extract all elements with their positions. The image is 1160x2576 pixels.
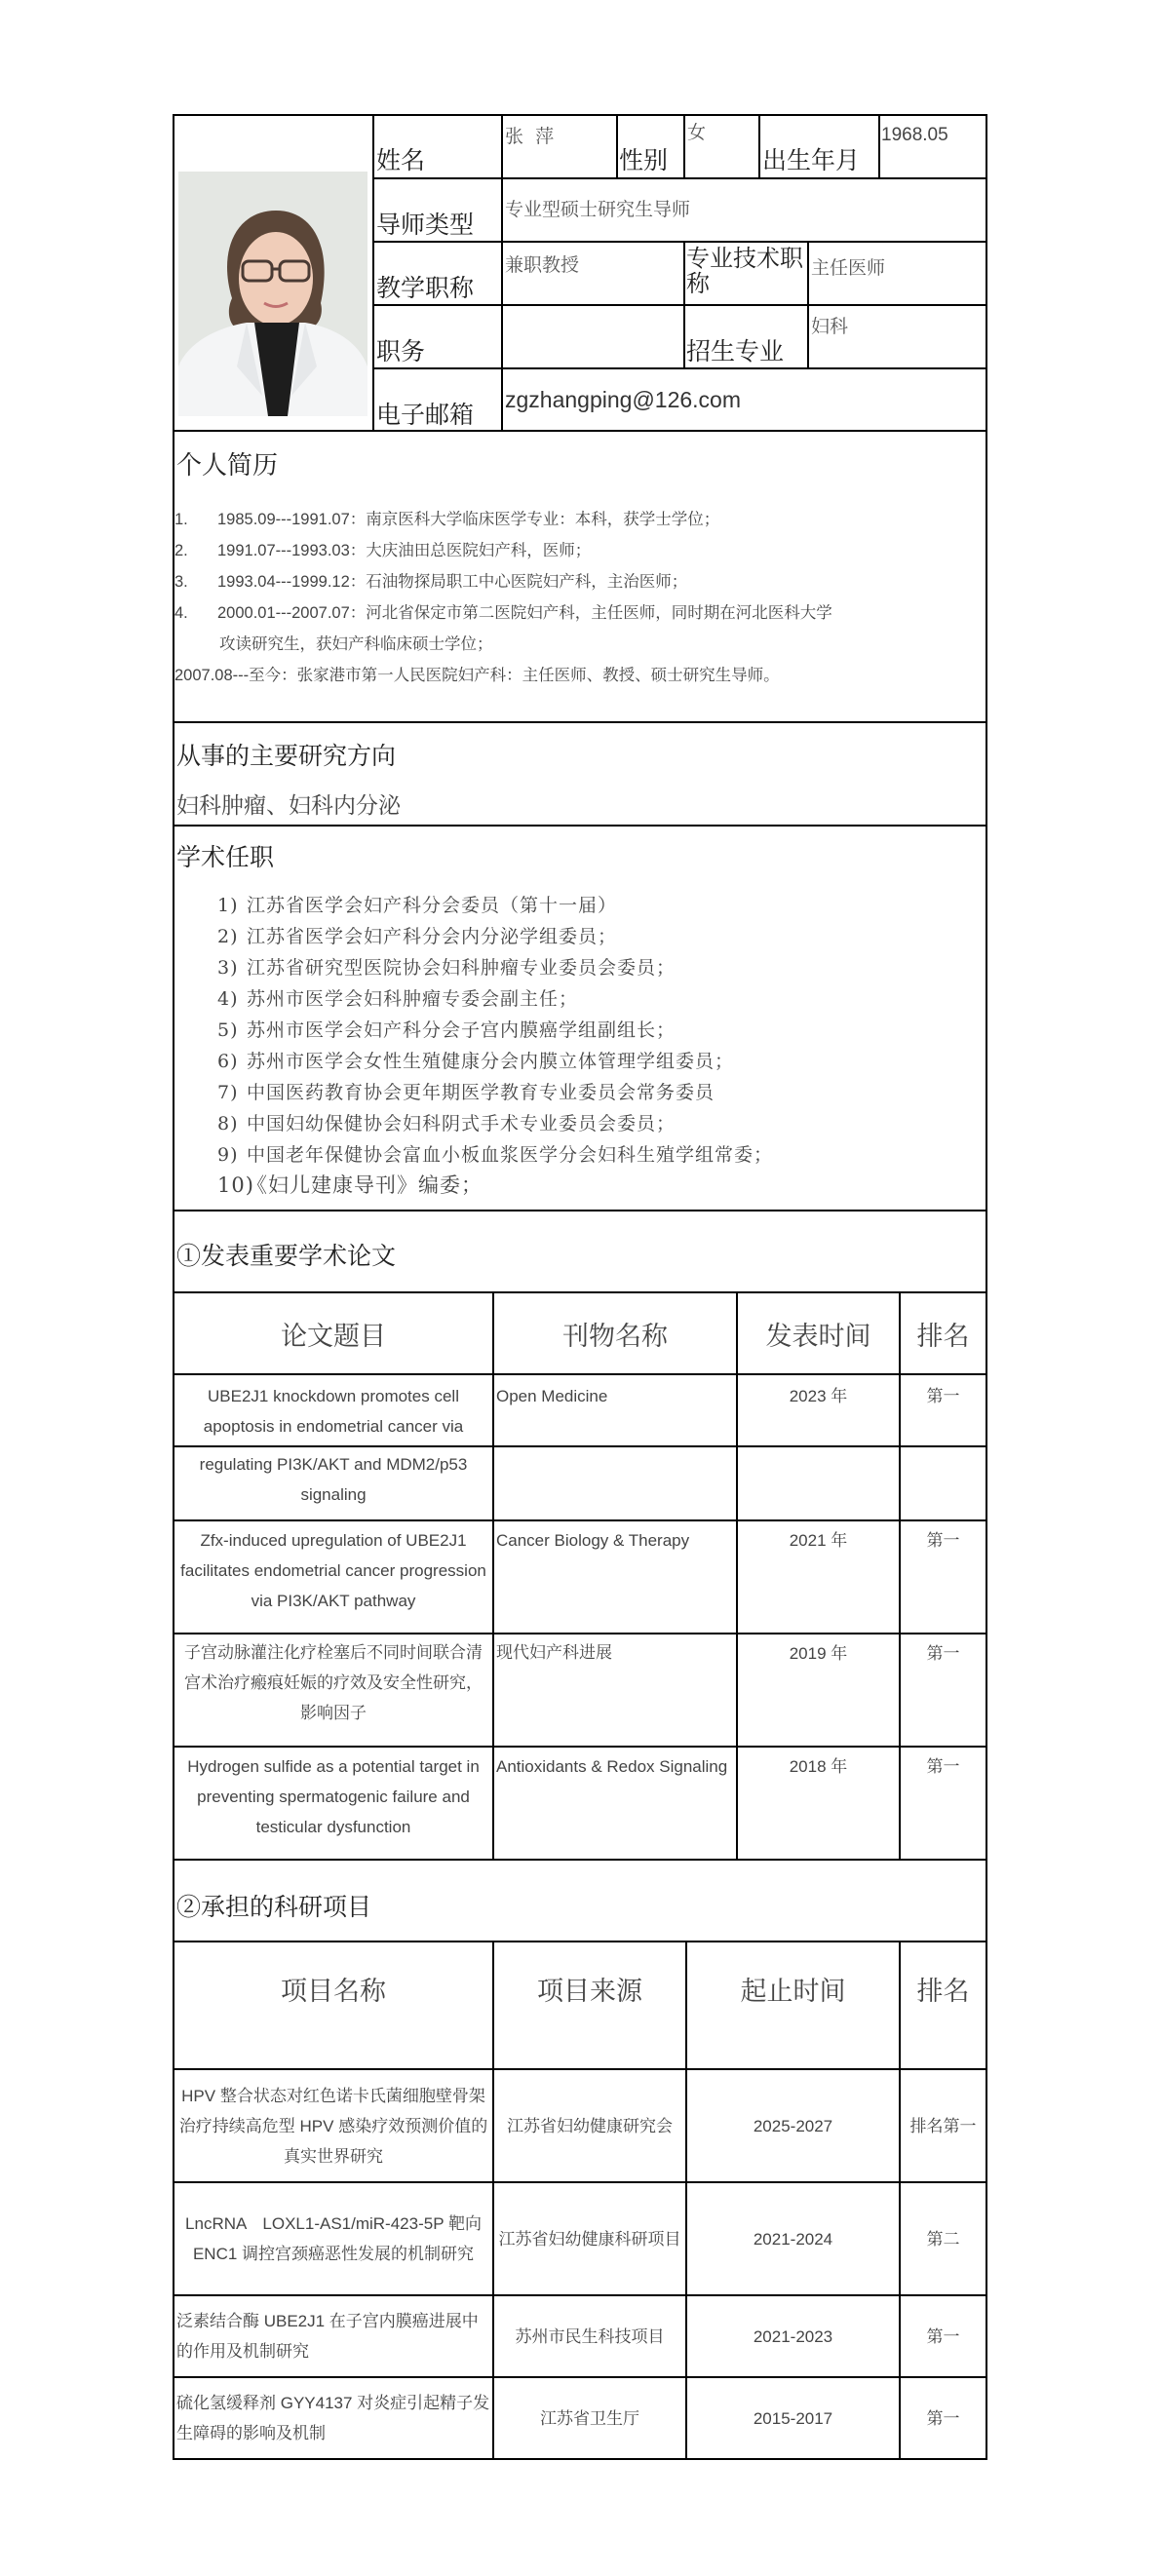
- papers-header-title: 论文题目: [173, 1291, 494, 1375]
- paper-year: 2021 年: [736, 1519, 901, 1634]
- project-name: 泛素结合酶 UBE2J1 在子宫内膜癌进展中的作用及机制研究: [173, 2294, 494, 2378]
- tech-title-value: 主任医师: [811, 257, 886, 279]
- paper-rank: 第一: [899, 1373, 987, 1448]
- paper-title: UBE2J1 knockdown promotes cell apoptosis in endometrial cancer via: [173, 1373, 494, 1448]
- paper-journal: Cancer Biology & Therapy: [492, 1519, 738, 1634]
- projects-heading-cell: [173, 1859, 987, 1942]
- position-value-cell: [501, 304, 685, 369]
- paper-title: 子宫动脉灌注化疗栓塞后不同时间联合清宫术治疗瘢痕妊娠的疗效及安全性研究，影响因子: [173, 1633, 494, 1748]
- paper-year: 2019 年: [736, 1633, 901, 1748]
- tech-title-value-cell: [807, 241, 987, 306]
- project-period: 2015-2017: [685, 2376, 901, 2460]
- projects-header-period: 起止时间: [685, 1941, 901, 2070]
- name-label-cell: [372, 114, 503, 179]
- resume-item-current: 2007.08---至今：张家港市第一人民医院妇产科：主任医师、教授、硕士研究生导师。: [174, 667, 780, 684]
- project-name: 硫化氢缓释剂 GYY4137 对炎症引起精子发生障碍的影响及机制: [173, 2376, 494, 2460]
- projects-title: ②承担的科研项目: [176, 1893, 372, 1921]
- gender-label-cell: [616, 114, 685, 179]
- birth-value: 1968.05: [881, 125, 948, 145]
- academic-item: 6) 苏州市医学会女性生殖健康分会内膜立体管理学组委员；: [217, 1051, 735, 1072]
- paper-title: Zfx-induced upregulation of UBE2J1 facilitates endometrial cancer progression via PI3K/AKT pathway: [173, 1519, 494, 1634]
- portrait-image: [178, 172, 367, 416]
- enroll-major-label: 招生专业: [686, 337, 785, 365]
- academic-item: 4) 苏州市医学会妇科肿瘤专委会副主任；: [217, 988, 579, 1010]
- paper-year: 2018 年: [736, 1746, 901, 1861]
- academic-section: [173, 825, 987, 1211]
- project-rank: 第一: [899, 2294, 987, 2378]
- paper-title: Hydrogen sulfide as a potential target in preventing spermatogenic failure and testicular dysfunction: [173, 1746, 494, 1861]
- academic-item: 10)《妇儿建康导刊》编委；: [217, 1173, 483, 1197]
- enroll-major-label-cell: [683, 304, 809, 369]
- teaching-title-value-cell: [501, 241, 685, 306]
- projects-header-source: 项目来源: [492, 1941, 687, 2070]
- gender-value-cell: [683, 114, 760, 179]
- paper-title: regulating PI3K/AKT and MDM2/p53 signaling: [173, 1445, 494, 1521]
- birth-value-cell: [878, 114, 987, 179]
- email-label-cell: [372, 367, 503, 432]
- academic-title: 学术任职: [176, 843, 275, 871]
- project-source: 江苏省妇幼健康科研项目: [492, 2181, 687, 2296]
- tutor-type-value-cell: [501, 177, 987, 243]
- research-value: 妇科肿瘤、妇科内分泌: [176, 793, 401, 819]
- teaching-title-label: 教学职称: [376, 274, 475, 302]
- teacher-photo: [178, 172, 367, 416]
- teaching-title-value: 兼职教授: [505, 254, 580, 276]
- resume-title: 个人简历: [176, 451, 279, 481]
- resume-section: [173, 430, 987, 723]
- project-source: 江苏省卫生厅: [492, 2376, 687, 2460]
- academic-item: 5) 苏州市医学会妇产科分会子宫内膜癌学组副组长；: [217, 1019, 677, 1041]
- academic-item: 3) 江苏省研究型医院协会妇科肿瘤专业委员会委员；: [217, 957, 677, 979]
- project-period: 2025-2027: [685, 2068, 901, 2183]
- paper-rank: 第一: [899, 1633, 987, 1748]
- paper-journal: 现代妇产科进展: [492, 1633, 738, 1748]
- name-label: 姓名: [376, 146, 426, 174]
- project-name: HPV 整合状态对红色诺卡氏菌细胞壁骨架治疗持续高危型 HPV 感染疗效预测价值的真实世界研究: [173, 2068, 494, 2183]
- email-value-cell: [501, 367, 987, 432]
- tutor-type-value: 专业型硕士研究生导师: [505, 199, 691, 220]
- email-label: 电子邮箱: [376, 401, 475, 429]
- academic-item: 8) 中国妇幼保健协会妇科阴式手术专业委员会委员；: [217, 1113, 677, 1134]
- papers-title: ①发表重要学术论文: [176, 1242, 397, 1270]
- teaching-title-label-cell: [372, 241, 503, 306]
- gender-value: 女: [687, 122, 707, 143]
- birth-label-cell: [758, 114, 880, 179]
- project-rank: 第一: [899, 2376, 987, 2460]
- project-period: 2021-2023: [685, 2294, 901, 2378]
- paper-journal: [492, 1445, 738, 1521]
- project-rank: 排名第一: [899, 2068, 987, 2183]
- name-value-cell: [501, 114, 618, 179]
- papers-heading-cell: [173, 1210, 987, 1293]
- paper-year: [736, 1445, 901, 1521]
- academic-item: 9) 中国老年保健协会富血小板血浆医学分会妇科生殖学组常委；: [217, 1144, 774, 1166]
- tech-title-label: 专业技术职称: [686, 245, 803, 297]
- resume-item: 1. 1985.09---1991.07：南京医科大学临床医学专业：本科，获学士学位；: [174, 511, 720, 528]
- academic-item: 2) 江苏省医学会妇产科分会内分泌学组委员；: [217, 926, 618, 947]
- paper-rank: 第一: [899, 1746, 987, 1861]
- research-title: 从事的主要研究方向: [176, 742, 397, 770]
- project-source: 江苏省妇幼健康研究会: [492, 2068, 687, 2183]
- projects-header-rank: 排名: [899, 1941, 987, 2070]
- project-source: 苏州市民生科技项目: [492, 2294, 687, 2378]
- papers-header-journal: 刊物名称: [492, 1291, 738, 1375]
- enroll-major-value-cell: [807, 304, 987, 369]
- papers-header-year: 发表时间: [736, 1291, 901, 1375]
- project-rank: 第二: [899, 2181, 987, 2296]
- birth-label: 出生年月: [762, 146, 861, 174]
- tutor-type-label-cell: [372, 177, 503, 243]
- resume-item: 3. 1993.04---1999.12：石油物探局职工中心医院妇产科，主治医师；: [174, 573, 688, 591]
- paper-journal: Antioxidants & Redox Signaling: [492, 1746, 738, 1861]
- papers-header-rank: 排名: [899, 1291, 987, 1375]
- project-name: LncRNA LOXL1-AS1/miR-423-5P 靶向 ENC1 调控宫颈癌恶性发展的机制研究: [173, 2181, 494, 2296]
- tech-title-label-cell: [683, 241, 809, 306]
- position-label: 职务: [376, 337, 426, 365]
- paper-rank: [899, 1445, 987, 1521]
- name-value: 张 萍: [505, 126, 555, 147]
- gender-label: 性别: [619, 146, 669, 174]
- project-period: 2021-2024: [685, 2181, 901, 2296]
- paper-rank: 第一: [899, 1519, 987, 1634]
- tutor-type-label: 导师类型: [376, 211, 475, 239]
- resume-item: 2. 1991.07---1993.03：大庆油田总医院妇产科，医师；: [174, 542, 592, 559]
- paper-journal: Open Medicine: [492, 1373, 738, 1448]
- academic-item: 1) 江苏省医学会妇产科分会委员（第十一届）: [217, 895, 618, 916]
- projects-header-name: 项目名称: [173, 1941, 494, 2070]
- position-label-cell: [372, 304, 503, 369]
- enroll-major-value: 妇科: [811, 316, 849, 337]
- academic-item: 7) 中国医药教育协会更年期医学教育专业委员会常务委员: [217, 1082, 715, 1103]
- email-link[interactable]: zgzhangping@126.com: [505, 387, 742, 412]
- resume-item: 4. 2000.01---2007.07：河北省保定市第二医院妇产科，主任医师，同时期在河北医科大学: [174, 604, 832, 622]
- research-section: [173, 721, 987, 827]
- paper-year: 2023 年: [736, 1373, 901, 1448]
- resume-item-continuation: 攻读研究生，获妇产科临床硕士学位；: [219, 635, 493, 653]
